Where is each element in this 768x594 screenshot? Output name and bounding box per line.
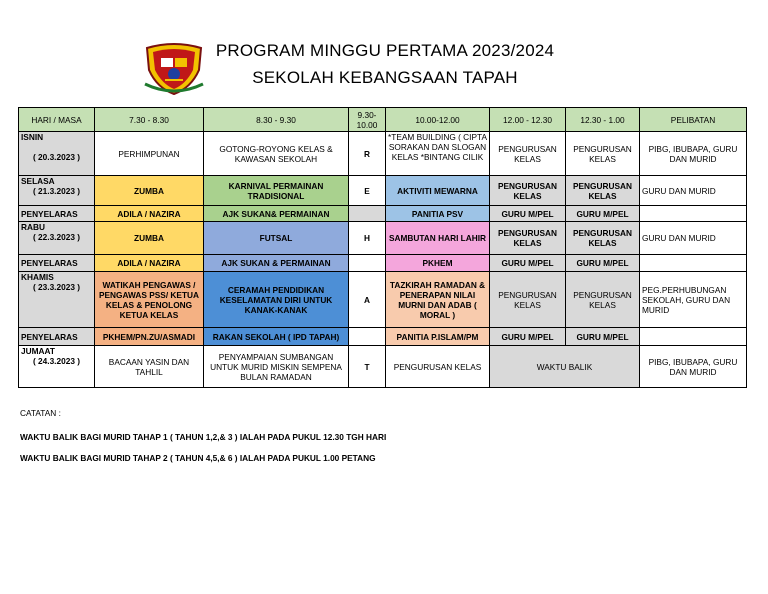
cell-jumaat-rehat: T (349, 346, 386, 388)
cell-p3-1200: GURU M/PEL (490, 328, 566, 346)
header-row (19, 108, 747, 132)
row-penyelaras-2 (19, 255, 747, 272)
cell-rabu-1200: PENGURUSAN KELAS (490, 222, 566, 255)
cell-jumaat-830: PENYAMPAIAN SUMBANGAN UNTUK MURID MISKIN SEMPENA BULAN RAMADAN (204, 346, 349, 388)
cell-khamis-830: CERAMAH PENDIDIKAN KESELAMATAN DIRI UNTUK KANAK-KANAK (204, 272, 349, 328)
penyelaras-label: PENYELARAS (19, 328, 95, 346)
cell-khamis-rehat: A (349, 272, 386, 328)
day-name: SELASA (21, 176, 55, 186)
notes-label: CATATAN : (20, 408, 61, 418)
cell-p2-rehat (349, 255, 386, 272)
cell-selasa-830: KARNIVAL PERMAINAN TRADISIONAL (204, 176, 349, 206)
cell-p2-830: AJK SUKAN & PERMAINAN (204, 255, 349, 272)
cell-isnin-1230: PENGURUSAN KELAS (566, 132, 640, 176)
day-cell-isnin (19, 132, 95, 176)
cell-p1-830: AJK SUKAN& PERMAINAN (204, 206, 349, 222)
cell-selasa-1000: AKTIVITI MEWARNA (386, 176, 490, 206)
school-name: SEKOLAH KEBANGSAAN TAPAH (252, 68, 518, 87)
cell-rabu-1230: PENGURUSAN KELAS (566, 222, 640, 255)
col-header-730: 7.30 - 8.30 (95, 108, 204, 132)
cell-p1-730: ADILA / NAZIRA (95, 206, 204, 222)
day-cell-khamis (19, 272, 95, 328)
cell-p2-1200: GURU M/PEL (490, 255, 566, 272)
day-date: ( 21.3.2023 ) (32, 186, 81, 196)
cell-p3-830: RAKAN SEKOLAH ( IPD TAPAH) (204, 328, 349, 346)
day-name: RABU (21, 222, 45, 232)
cell-p1-pelibatan (640, 206, 747, 222)
day-cell-selasa (19, 176, 95, 206)
cell-p1-1000: PANITIA PSV (386, 206, 490, 222)
row-isnin (19, 132, 747, 176)
cell-selasa-1230: PENGURUSAN KELAS (566, 176, 640, 206)
cell-isnin-1000: *TEAM BUILDING ( CIPTA SORAKAN DAN SLOGAN KELAS *BINTANG CILIK (386, 132, 490, 176)
cell-khamis-1000: TAZKIRAH RAMADAN & PENERAPAN NILAI MURNI DAN ADAB ( MORAL ) (386, 272, 490, 328)
day-name: KHAMIS (21, 272, 54, 282)
cell-selasa-rehat: E (349, 176, 386, 206)
col-header-830: 8.30 - 9.30 (204, 108, 349, 132)
penyelaras-label: PENYELARAS (19, 206, 95, 222)
schedule-table (18, 107, 747, 388)
col-header-day: HARI / MASA (19, 108, 95, 132)
school-crest-icon (143, 40, 205, 96)
cell-rabu-730: ZUMBA (95, 222, 204, 255)
cell-jumaat-730: BACAAN YASIN DAN TAHLIL (95, 346, 204, 388)
cell-p3-730: PKHEM/PN.ZU/ASMADI (95, 328, 204, 346)
cell-isnin-830: GOTONG-ROYONG KELAS & KAWASAN SEKOLAH (204, 132, 349, 176)
col-header-930: 9.30- 10.00 (349, 108, 386, 132)
cell-jumaat-pelibatan: PIBG, IBUBAPA, GURU DAN MURID (640, 346, 747, 388)
cell-khamis-1230: PENGURUSAN KELAS (566, 272, 640, 328)
cell-selasa-pelibatan: GURU DAN MURID (640, 176, 747, 206)
cell-p1-1200: GURU M/PEL (490, 206, 566, 222)
penyelaras-label: PENYELARAS (19, 255, 95, 272)
row-penyelaras-1 (19, 206, 747, 222)
col-header-1000: 10.00-12.00 (386, 108, 490, 132)
row-rabu (19, 222, 747, 255)
row-khamis (19, 272, 747, 328)
row-penyelaras-3 (19, 328, 747, 346)
cell-isnin-730: PERHIMPUNAN (95, 132, 204, 176)
day-cell-jumaat (19, 346, 95, 388)
cell-jumaat-waktu-balik: WAKTU BALIK (490, 346, 640, 388)
day-date: ( 23.3.2023 ) (32, 282, 81, 292)
cell-isnin-pelibatan: PIBG, IBUBAPA, GURU DAN MURID (640, 132, 747, 176)
cell-khamis-1200: PENGURUSAN KELAS (490, 272, 566, 328)
cell-rabu-1000: SAMBUTAN HARI LAHIR (386, 222, 490, 255)
cell-p1-rehat (349, 206, 386, 222)
day-date: ( 22.3.2023 ) (32, 232, 81, 242)
cell-selasa-730: ZUMBA (95, 176, 204, 206)
cell-p3-1230: GURU M/PEL (566, 328, 640, 346)
cell-p3-1000: PANITIA P.ISLAM/PM (386, 328, 490, 346)
day-name: JUMAAT (21, 346, 55, 356)
cell-khamis-730: WATIKAH PENGAWAS / PENGAWAS PSS/ KETUA KELAS & PENOLONG KETUA KELAS (95, 272, 204, 328)
cell-p2-1230: GURU M/PEL (566, 255, 640, 272)
cell-p2-1000: PKHEM (386, 255, 490, 272)
cell-p2-pelibatan (640, 255, 747, 272)
cell-p3-pelibatan (640, 328, 747, 346)
cell-jumaat-1000: PENGURUSAN KELAS (386, 346, 490, 388)
day-date: ( 20.3.2023 ) (32, 152, 81, 162)
row-selasa (19, 176, 747, 206)
cell-p2-730: ADILA / NAZIRA (95, 255, 204, 272)
col-header-1230: 12.30 - 1.00 (566, 108, 640, 132)
day-date: ( 24.3.2023 ) (32, 356, 81, 366)
cell-isnin-1200: PENGURUSAN KELAS (490, 132, 566, 176)
cell-rabu-pelibatan: GURU DAN MURID (640, 222, 747, 255)
note-line-2: WAKTU BALIK BAGI MURID TAHAP 2 ( TAHUN 4,5,& 6 ) IALAH PADA PUKUL 1.00 PETANG (20, 453, 376, 463)
cell-rabu-830: FUTSAL (204, 222, 349, 255)
cell-p1-1230: GURU M/PEL (566, 206, 640, 222)
cell-isnin-rehat: R (349, 132, 386, 176)
cell-rabu-rehat: H (349, 222, 386, 255)
note-line-1: WAKTU BALIK BAGI MURID TAHAP 1 ( TAHUN 1,2,& 3 ) IALAH PADA PUKUL 12.30 TGH HARI (20, 432, 387, 442)
cell-khamis-pelibatan: PEG.PERHUBUNGAN SEKOLAH, GURU DAN MURID (640, 272, 747, 328)
day-name: ISNIN (21, 132, 44, 142)
col-header-1200: 12.00 - 12.30 (490, 108, 566, 132)
cell-p3-rehat (349, 328, 386, 346)
day-cell-rabu (19, 222, 95, 255)
row-jumaat (19, 346, 747, 388)
page-title: PROGRAM MINGGU PERTAMA 2023/2024 (215, 41, 555, 60)
cell-selasa-1200: PENGURUSAN KELAS (490, 176, 566, 206)
col-header-pelibatan: PELIBATAN (640, 108, 747, 132)
